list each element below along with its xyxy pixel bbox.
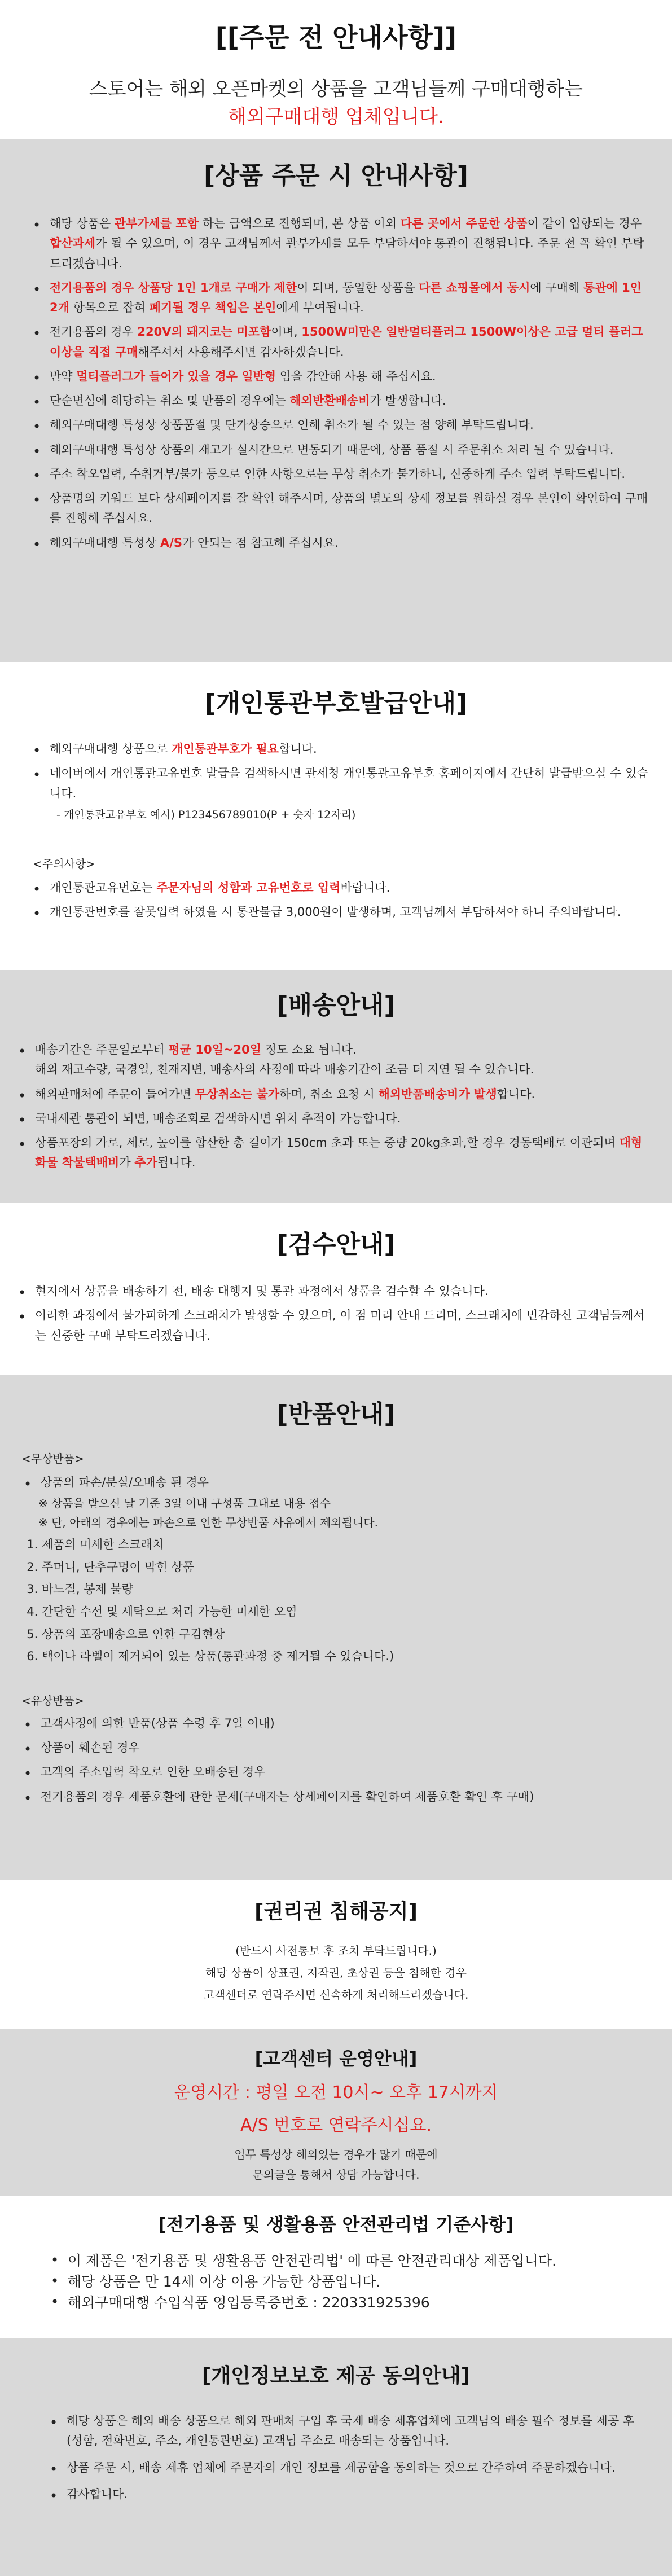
list-item: • 해외구매대행 특성상 상품의 재고가 실시간으로 변동되기 때문에, 상품 품절 시 주문취소 처리 될 수 있습니다. (50, 440, 649, 460)
order-title: [상품 주문 시 안내사항] (204, 161, 468, 190)
rights-section (0, 1880, 672, 2029)
list-item: 1. 제품의 미세한 스크래치 (42, 1535, 672, 1555)
list-item: • 개인통관번호를 잘못입력 하였을 시 통관불급 3,000원이 발생하며, 고객님께서 부담하셔야 하니 주의바랍니다. (50, 902, 649, 922)
order-list (0, 214, 672, 553)
returns-section (0, 1375, 672, 1880)
intro-line-2: 해외구매대행 업체입니다. (228, 106, 444, 129)
list-item: • 국내세관 통관이 되면, 배송조회로 검색하시면 위치 추적이 가능합니다. (35, 1109, 649, 1129)
list-item: • 해외판매처에 주문이 들어가면 무상취소는 불가하며, 취소 요청 시 해외반품배송비가 발생합니다. (35, 1085, 649, 1104)
list-item: • 상품명의 키워드 보다 상세페이지를 잘 확인 해주시며, 상품의 별도의 상세 정보를 원하실 경우 본인이 확인하여 구매를 진행해 주십시요. (50, 489, 649, 529)
list-item: • 해외구매대행 수입식품 영업등록증번호 : 220331925396 (68, 2293, 638, 2312)
list-item: • 전기용품의 경우 제품호환에 관한 문제(구매자는 상세페이지를 확인하여 제품호환 확인 후 구매) (41, 1787, 649, 1807)
intro-line-1: 스토어는 해외 오픈마켓의 상품을 고객님들께 구매대행하는 (89, 78, 583, 100)
list-item: • 해당 상품은 해외 배송 상품으로 해외 판매처 구입 후 국제 배송 제휴업체에 고객님의 배송 필수 정보를 제공 후(성함, 전화번호, 주소, 개인통관번호) 고객님 주소로 배송되는 상품입니다. (67, 2411, 640, 2451)
list-item: • 고객사정에 의한 반품(상품 수령 후 7일 이내) (41, 1714, 649, 1734)
rights-line-1: (반드시 사전통보 후 조치 부탁드립니다.) (235, 1944, 437, 1958)
customs-example: - 개인통관고유부호 예시) P123456789010(P + 숫자 12자리) (56, 808, 356, 821)
list-item: • 주소 착오입력, 수취거부/불가 등으로 인한 사항으로는 무상 취소가 불가하니, 신중하게 주소 입력 부탁드립니다. (50, 464, 649, 484)
customs-section (0, 662, 672, 970)
list-item: • 이러한 과정에서 불가피하게 스크래치가 발생할 수 있으며, 이 점 미리 안내 드리며, 스크래치에 민감하신 고객님들께서는 신중한 구매 부탁드리겠습니다. (35, 1306, 649, 1346)
cs-line-3: 업무 특성상 해외있는 경우가 많기 때문에 (234, 2148, 438, 2161)
list-item: • 고객의 주소입력 착오로 인한 오배송된 경우 (41, 1762, 649, 1782)
intro-title: [[주문 전 안내사항]] (215, 22, 457, 52)
intro-section (0, 0, 672, 139)
inspection-list (0, 1282, 672, 1346)
privacy-section (0, 2338, 672, 2576)
list-item: • 단순변심에 해당하는 취소 및 반품의 경우에는 해외반환배송비가 발생합니다. (50, 391, 649, 411)
list-item: • 상품 주문 시, 배송 제휴 업체에 주문자의 개인 정보를 제공함을 동의하는 것으로 간주하여 주문하겠습니다. (67, 2458, 640, 2478)
inspection-title: [검수안내] (276, 1230, 396, 1259)
list-item: • 상품의 파손/분실/오배송 된 경우 (41, 1473, 649, 1493)
rights-line-3: 고객센터로 연락주시면 신속하게 처리해드리겠습니다. (203, 1988, 469, 2002)
list-item: 4. 간단한 수선 및 세탁으로 처리 가능한 미세한 오염 (42, 1603, 672, 1622)
privacy-list (0, 2411, 672, 2504)
returns-title: [반품안내] (276, 1400, 396, 1429)
customs-list (0, 739, 672, 804)
list-item: • 해당 상품은 관부가세를 포함 하는 금액으로 진행되며, 본 상품 이외 다른 곳에서 주문한 상품이 같이 입항되는 경우 합산과세가 될 수 있으며, 이 경우 고객님께서 관부가세를 모두 부담하셔야 통관이 진행됩니다. 주문 전 꼭 확인 부탁드리겠습니다. (50, 214, 649, 274)
paid-return-list (0, 1714, 672, 1807)
list-item: • 해외구매대행 상품으로 개인통관부호가 필요합니다. (50, 739, 649, 759)
list-item: • 배송기간은 주문일로부터 평균 10일~20일 정도 소요 됩니다. 해외 재고수량, 국경일, 천재지변, 배송사의 사정에 따라 배송기간이 조금 더 지연 될 수 있습니다. (35, 1040, 649, 1080)
list-item: • 네이버에서 개인통관고유번호 발급을 검색하시면 관세청 개인통관고유부호 홈페이지에서 간단히 발급받으실 수 있습니다. (50, 763, 649, 804)
list-item: • 전기용품의 경우 220V의 돼지코는 미포함이며, 1500W미만은 일반멀티플러그 1500W이상은 고급 멀티 플러그 이상을 직접 구매해주셔서 사용해주시면 감사하겠습니다. (50, 322, 649, 362)
delivery-list (0, 1040, 672, 1173)
list-item: • 전기용품의 경우 상품당 1인 1개로 구매가 제한이 되며, 동일한 상품을 다른 쇼핑몰에서 동시에 구매해 통관에 1인2개 항목으로 잡혀 폐기될 경우 책임은 본인에게 부여됩니다. (50, 278, 649, 318)
cs-line-4: 문의글을 통해서 상담 가능합니다. (252, 2168, 420, 2182)
safety-section (0, 2196, 672, 2338)
cs-section (0, 2029, 672, 2196)
list-item: 2. 주머니, 단추구멍이 막힌 상품 (42, 1558, 672, 1577)
list-item: • 현지에서 상품을 배송하기 전, 배송 대행지 및 통관 과정에서 상품을 검수할 수 있습니다. (35, 1282, 649, 1301)
caution-heading: <주의사항> (33, 857, 95, 871)
caution-list (0, 878, 672, 923)
free-return-note-2: ※ 단, 아래의 경우에는 파손으로 인한 무상반품 사유에서 제외됩니다. (38, 1516, 378, 1530)
safety-list (0, 2251, 672, 2312)
free-return-note-1: ※ 상품을 받으신 날 기준 3일 이내 구성품 그대로 내용 접수 (38, 1497, 331, 1511)
list-item: • 만약 멀티플러그가 들어가 있을 경우 일반형 임을 감안해 사용 해 주십시요. (50, 367, 649, 387)
list-item: • 해당 상품은 만 14세 이상 이용 가능한 상품입니다. (68, 2272, 638, 2292)
list-item: • 해외구매대행 특성상 상품품절 및 단가상승으로 인해 취소가 될 수 있는 점 양해 부탁드립니다. (50, 415, 649, 435)
list-item: 5. 상품의 포장배송으로 인한 구김현상 (42, 1625, 672, 1644)
list-item: • 감사합니다. (67, 2485, 640, 2504)
exclusion-list (0, 1535, 672, 1666)
paid-return-heading: <유상반품> (21, 1693, 84, 1708)
list-item: • 상품이 훼손된 경우 (41, 1738, 649, 1758)
order-section (0, 139, 672, 662)
cs-title: [고객센터 운영안내] (254, 2048, 418, 2069)
list-item: 6. 택이나 라벨이 제거되어 있는 상품(통관과정 중 제거될 수 있습니다.) (42, 1647, 672, 1666)
free-return-heading: <무상반품> (21, 1452, 84, 1465)
cs-hours: 운영시간 : 평일 오전 10시~ 오후 17시까지 (174, 2083, 498, 2103)
customs-title: [개인통관부호발급안내] (204, 689, 468, 718)
delivery-section (0, 970, 672, 1203)
list-item: • 해외구매대행 특성상 A/S가 안되는 점 참고해 주십시요. (50, 533, 649, 553)
list-item: • 상품포장의 가로, 세로, 높이를 합산한 총 길이가 150cm 초과 또는 중량 20kg초과,할 경우 경동택배로 이관되며 대형화물 착불택배비가 추가됩니다. (35, 1133, 649, 1173)
list-item: • 개인통관고유번호는 주문자님의 성함과 고유번호로 입력바랍니다. (50, 878, 649, 898)
privacy-title: [개인정보보호 제공 동의안내] (201, 2364, 471, 2388)
delivery-title: [배송안내] (276, 991, 396, 1020)
rights-title: [권리권 침해공지] (254, 1900, 418, 1923)
inspection-section (0, 1203, 672, 1375)
list-item: • 이 제품은 '전기용품 및 생활용품 안전관리법' 에 따른 안전관리대상 제품입니다. (68, 2251, 638, 2271)
rights-line-2: 해당 상품이 상표권, 저작권, 초상권 등을 침해한 경우 (205, 1966, 467, 1980)
safety-title: [전기용품 및 생활용품 안전관리법 기준사항] (158, 2214, 514, 2235)
cs-as-number: A/S 번호로 연락주시십요. (240, 2115, 432, 2135)
free-return-list (0, 1473, 672, 1493)
list-item: 3. 바느질, 봉제 불량 (42, 1580, 672, 1599)
